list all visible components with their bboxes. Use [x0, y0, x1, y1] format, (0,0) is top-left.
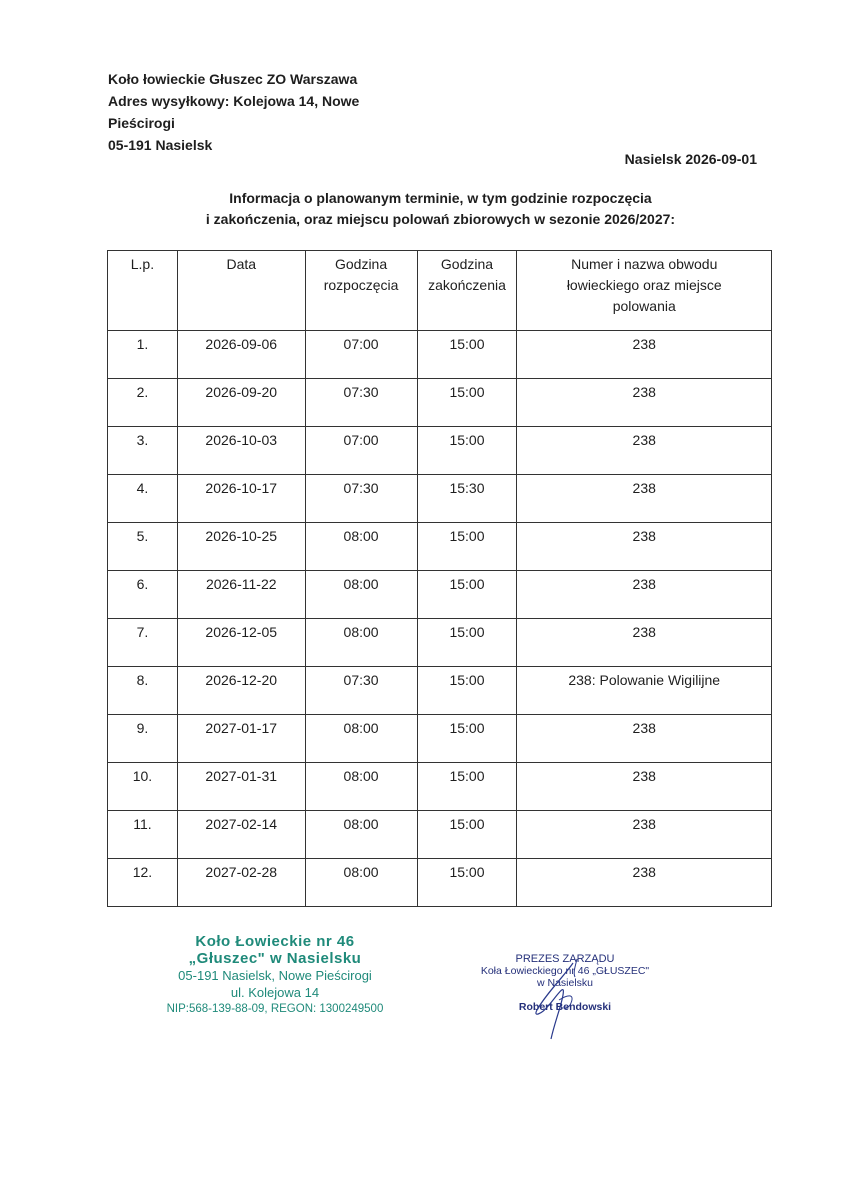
cell-date: 2026-12-05	[177, 619, 305, 667]
cell-end-time: 15:00	[417, 379, 517, 427]
cell-hunting-area: 238	[517, 523, 772, 571]
table-row	[108, 331, 772, 379]
table-row	[108, 811, 772, 859]
cell-start-time: 08:00	[305, 811, 417, 859]
cell-hunting-area: 238	[517, 475, 772, 523]
cell-start-time: 08:00	[305, 859, 417, 907]
cell-date: 2027-02-14	[177, 811, 305, 859]
table-row	[108, 523, 772, 571]
cell-date: 2026-10-03	[177, 427, 305, 475]
title-line-1: Informacja o planowanym terminie, w tym godzinie rozpoczęcia	[229, 190, 652, 206]
cell-lp: 7.	[108, 619, 178, 667]
table-row	[108, 763, 772, 811]
cell-hunting-area: 238	[517, 859, 772, 907]
table-row	[108, 859, 772, 907]
cell-end-time: 15:00	[417, 811, 517, 859]
table-row	[108, 571, 772, 619]
cell-lp: 10.	[108, 763, 178, 811]
president-stamp-line-4: Robert Bendowski	[518, 1001, 612, 1013]
table-row	[108, 715, 772, 763]
stamp-line-3: 05-191 Nasielsk, Nowe Pieścirogi	[178, 968, 372, 983]
cell-hunting-area: 238	[517, 763, 772, 811]
title-line-2: i zakończenia, oraz miejscu polowań zbiorowych w sezonie 2026/2027:	[205, 211, 676, 227]
cell-date: 2026-09-20	[177, 379, 305, 427]
cell-start-time: 07:00	[305, 331, 417, 379]
cell-hunting-area: 238	[517, 619, 772, 667]
cell-date: 2027-01-17	[177, 715, 305, 763]
sender-line-2: Adres wysyłkowy: Kolejowa 14, Nowe	[108, 93, 360, 109]
cell-start-time: 07:00	[305, 427, 417, 475]
header-start-time: Godzina rozpoczęcia	[305, 251, 417, 331]
cell-lp: 8.	[108, 667, 178, 715]
stamp-line-2: „Głuszec" w Nasielsku	[188, 950, 362, 967]
table-row	[108, 667, 772, 715]
stamp-line-4: ul. Kolejowa 14	[230, 985, 320, 1000]
cell-lp: 12.	[108, 859, 178, 907]
president-stamp-line-3: w Nasielsku	[536, 977, 594, 989]
cell-end-time: 15:00	[417, 331, 517, 379]
cell-end-time: 15:30	[417, 475, 517, 523]
cell-start-time: 07:30	[305, 667, 417, 715]
president-stamp-line-1: PREZES ZARZĄDU	[515, 953, 615, 965]
cell-hunting-area: 238	[517, 331, 772, 379]
cell-start-time: 08:00	[305, 571, 417, 619]
cell-hunting-area: 238	[517, 379, 772, 427]
cell-end-time: 15:00	[417, 859, 517, 907]
cell-end-time: 15:00	[417, 763, 517, 811]
cell-lp: 9.	[108, 715, 178, 763]
cell-end-time: 15:00	[417, 667, 517, 715]
cell-end-time: 15:00	[417, 427, 517, 475]
hunting-schedule-table	[107, 250, 772, 907]
cell-start-time: 08:00	[305, 523, 417, 571]
sender-address	[108, 68, 408, 156]
cell-date: 2026-10-25	[177, 523, 305, 571]
cell-hunting-area: 238	[517, 571, 772, 619]
handwritten-signature	[515, 955, 625, 1045]
cell-start-time: 08:00	[305, 715, 417, 763]
president-stamp-line-2: Koła Łowieckiego nr 46 „GŁUSZEC"	[480, 965, 650, 977]
cell-lp: 5.	[108, 523, 178, 571]
table-header-row	[108, 251, 772, 331]
table-row	[108, 619, 772, 667]
place-and-date: Nasielsk 2026-09-01	[624, 151, 757, 167]
cell-lp: 1.	[108, 331, 178, 379]
cell-lp: 2.	[108, 379, 178, 427]
cell-date: 2026-09-06	[177, 331, 305, 379]
cell-lp: 3.	[108, 427, 178, 475]
header-end-time: Godzina zakończenia	[417, 251, 517, 331]
cell-date: 2027-02-28	[177, 859, 305, 907]
cell-hunting-area: 238	[517, 715, 772, 763]
sender-line-1: Koło łowieckie Głuszec ZO Warszawa	[108, 71, 358, 87]
cell-date: 2026-11-22	[177, 571, 305, 619]
cell-date: 2026-12-20	[177, 667, 305, 715]
sender-line-3: Pieścirogi	[108, 115, 175, 131]
cell-hunting-area: 238: Polowanie Wigilijne	[517, 667, 772, 715]
cell-end-time: 15:00	[417, 715, 517, 763]
header-lp: L.p.	[108, 251, 178, 331]
cell-start-time: 08:00	[305, 763, 417, 811]
table-row	[108, 379, 772, 427]
cell-start-time: 08:00	[305, 619, 417, 667]
club-stamp	[140, 933, 410, 1018]
cell-hunting-area: 238	[517, 427, 772, 475]
cell-start-time: 07:30	[305, 379, 417, 427]
cell-date: 2027-01-31	[177, 763, 305, 811]
header-hunting-area: Numer i nazwa obwodu łowieckiego oraz miejsce polowania	[517, 251, 772, 331]
cell-end-time: 15:00	[417, 523, 517, 571]
cell-lp: 11.	[108, 811, 178, 859]
cell-end-time: 15:00	[417, 571, 517, 619]
cell-date: 2026-10-17	[177, 475, 305, 523]
cell-start-time: 07:30	[305, 475, 417, 523]
table-row	[108, 475, 772, 523]
table-row	[108, 427, 772, 475]
document-title	[108, 188, 773, 230]
cell-lp: 6.	[108, 571, 178, 619]
header-date: Data	[177, 251, 305, 331]
cell-end-time: 15:00	[417, 619, 517, 667]
cell-hunting-area: 238	[517, 811, 772, 859]
stamp-line-5: NIP:568-139-88-09, REGON: 1300249500	[166, 1003, 384, 1015]
table-body	[108, 331, 772, 907]
cell-lp: 4.	[108, 475, 178, 523]
sender-line-4: 05-191 Nasielsk	[108, 137, 213, 153]
stamp-line-1: Koło Łowieckie nr 46	[195, 933, 355, 950]
